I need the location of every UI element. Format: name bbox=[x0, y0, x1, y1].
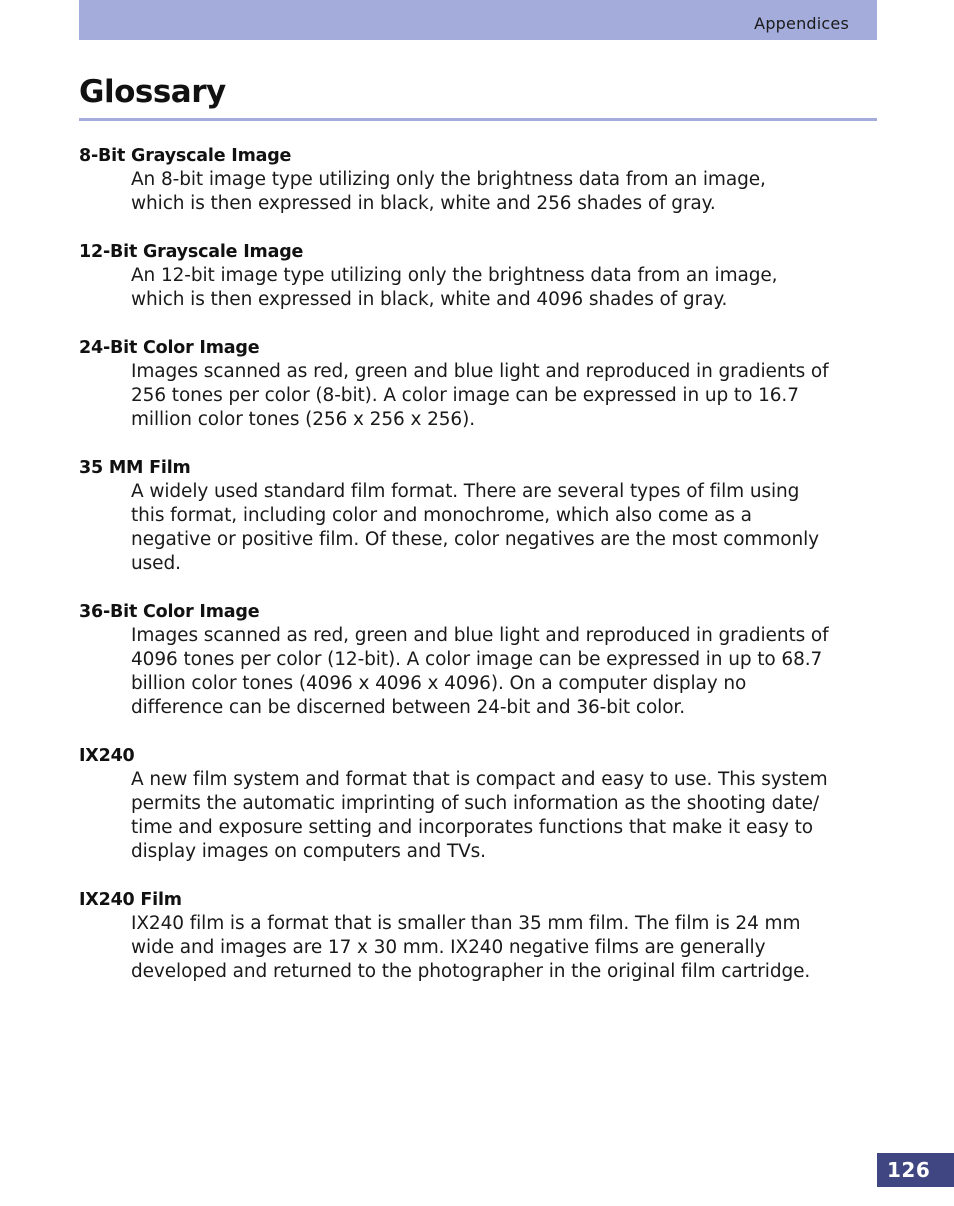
glossary-entry-35mm-film bbox=[79, 456, 869, 576]
glossary-entry-8bit-grayscale bbox=[79, 144, 869, 216]
glossary-entry-12bit-grayscale bbox=[79, 240, 869, 312]
title-divider bbox=[79, 118, 877, 121]
glossary-term: IX240 bbox=[79, 746, 135, 766]
glossary-list bbox=[79, 144, 869, 1008]
glossary-term: 8-Bit Grayscale Image bbox=[79, 146, 292, 166]
glossary-term: 24-Bit Color Image bbox=[79, 338, 260, 358]
page-number: 126 bbox=[887, 1158, 931, 1182]
glossary-definition: An 8-bit image type utilizing only the brightness data from an image, which is then expressed in black, white and 256 shades of gray. bbox=[131, 169, 766, 214]
glossary-definition: Images scanned as red, green and blue light and reproduced in gradients of 256 tones per color (8-bit). A color image can be expressed in up to 16.7 million color tones (256 x 256 x 256). bbox=[131, 361, 829, 430]
page-number-badge bbox=[877, 1153, 954, 1187]
glossary-definition: A new film system and format that is compact and easy to use. This system permits the automatic imprinting of such information as the shooting date/ time and exposure setting and incorporates functions that make it easy to display images on computers and TVs. bbox=[131, 769, 828, 862]
glossary-term: IX240 Film bbox=[79, 890, 182, 910]
glossary-term: 12-Bit Grayscale Image bbox=[79, 242, 304, 262]
glossary-definition: IX240 film is a format that is smaller than 35 mm film. The film is 24 mm wide and images are 17 x 30 mm. IX240 negative films are generally developed and returned to the photographer in the original film cartridge. bbox=[131, 913, 811, 982]
glossary-definition: Images scanned as red, green and blue light and reproduced in gradients of 4096 tones per color (12-bit). A color image can be expressed in up to 68.7 billion color tones (4096 x 4096 x 4096). On a computer display no difference can be discerned between 24-bit and 36-bit color. bbox=[131, 625, 829, 718]
glossary-term: 36-Bit Color Image bbox=[79, 602, 260, 622]
glossary-entry-36bit-color bbox=[79, 600, 869, 720]
section-label: Appendices bbox=[754, 14, 849, 33]
page-title: Glossary bbox=[79, 74, 226, 110]
glossary-term: 35 MM Film bbox=[79, 458, 191, 478]
glossary-entry-24bit-color bbox=[79, 336, 869, 432]
glossary-definition: An 12-bit image type utilizing only the brightness data from an image, which is then expressed in black, white and 4096 shades of gray. bbox=[131, 265, 778, 310]
glossary-definition: A widely used standard film format. There are several types of film using this format, including color and monochrome, which also come as a negative or positive film. Of these, color negatives are the most commonly used. bbox=[131, 481, 819, 574]
glossary-entry-ix240-film bbox=[79, 888, 869, 984]
glossary-entry-ix240 bbox=[79, 744, 869, 864]
header-band bbox=[79, 0, 877, 40]
